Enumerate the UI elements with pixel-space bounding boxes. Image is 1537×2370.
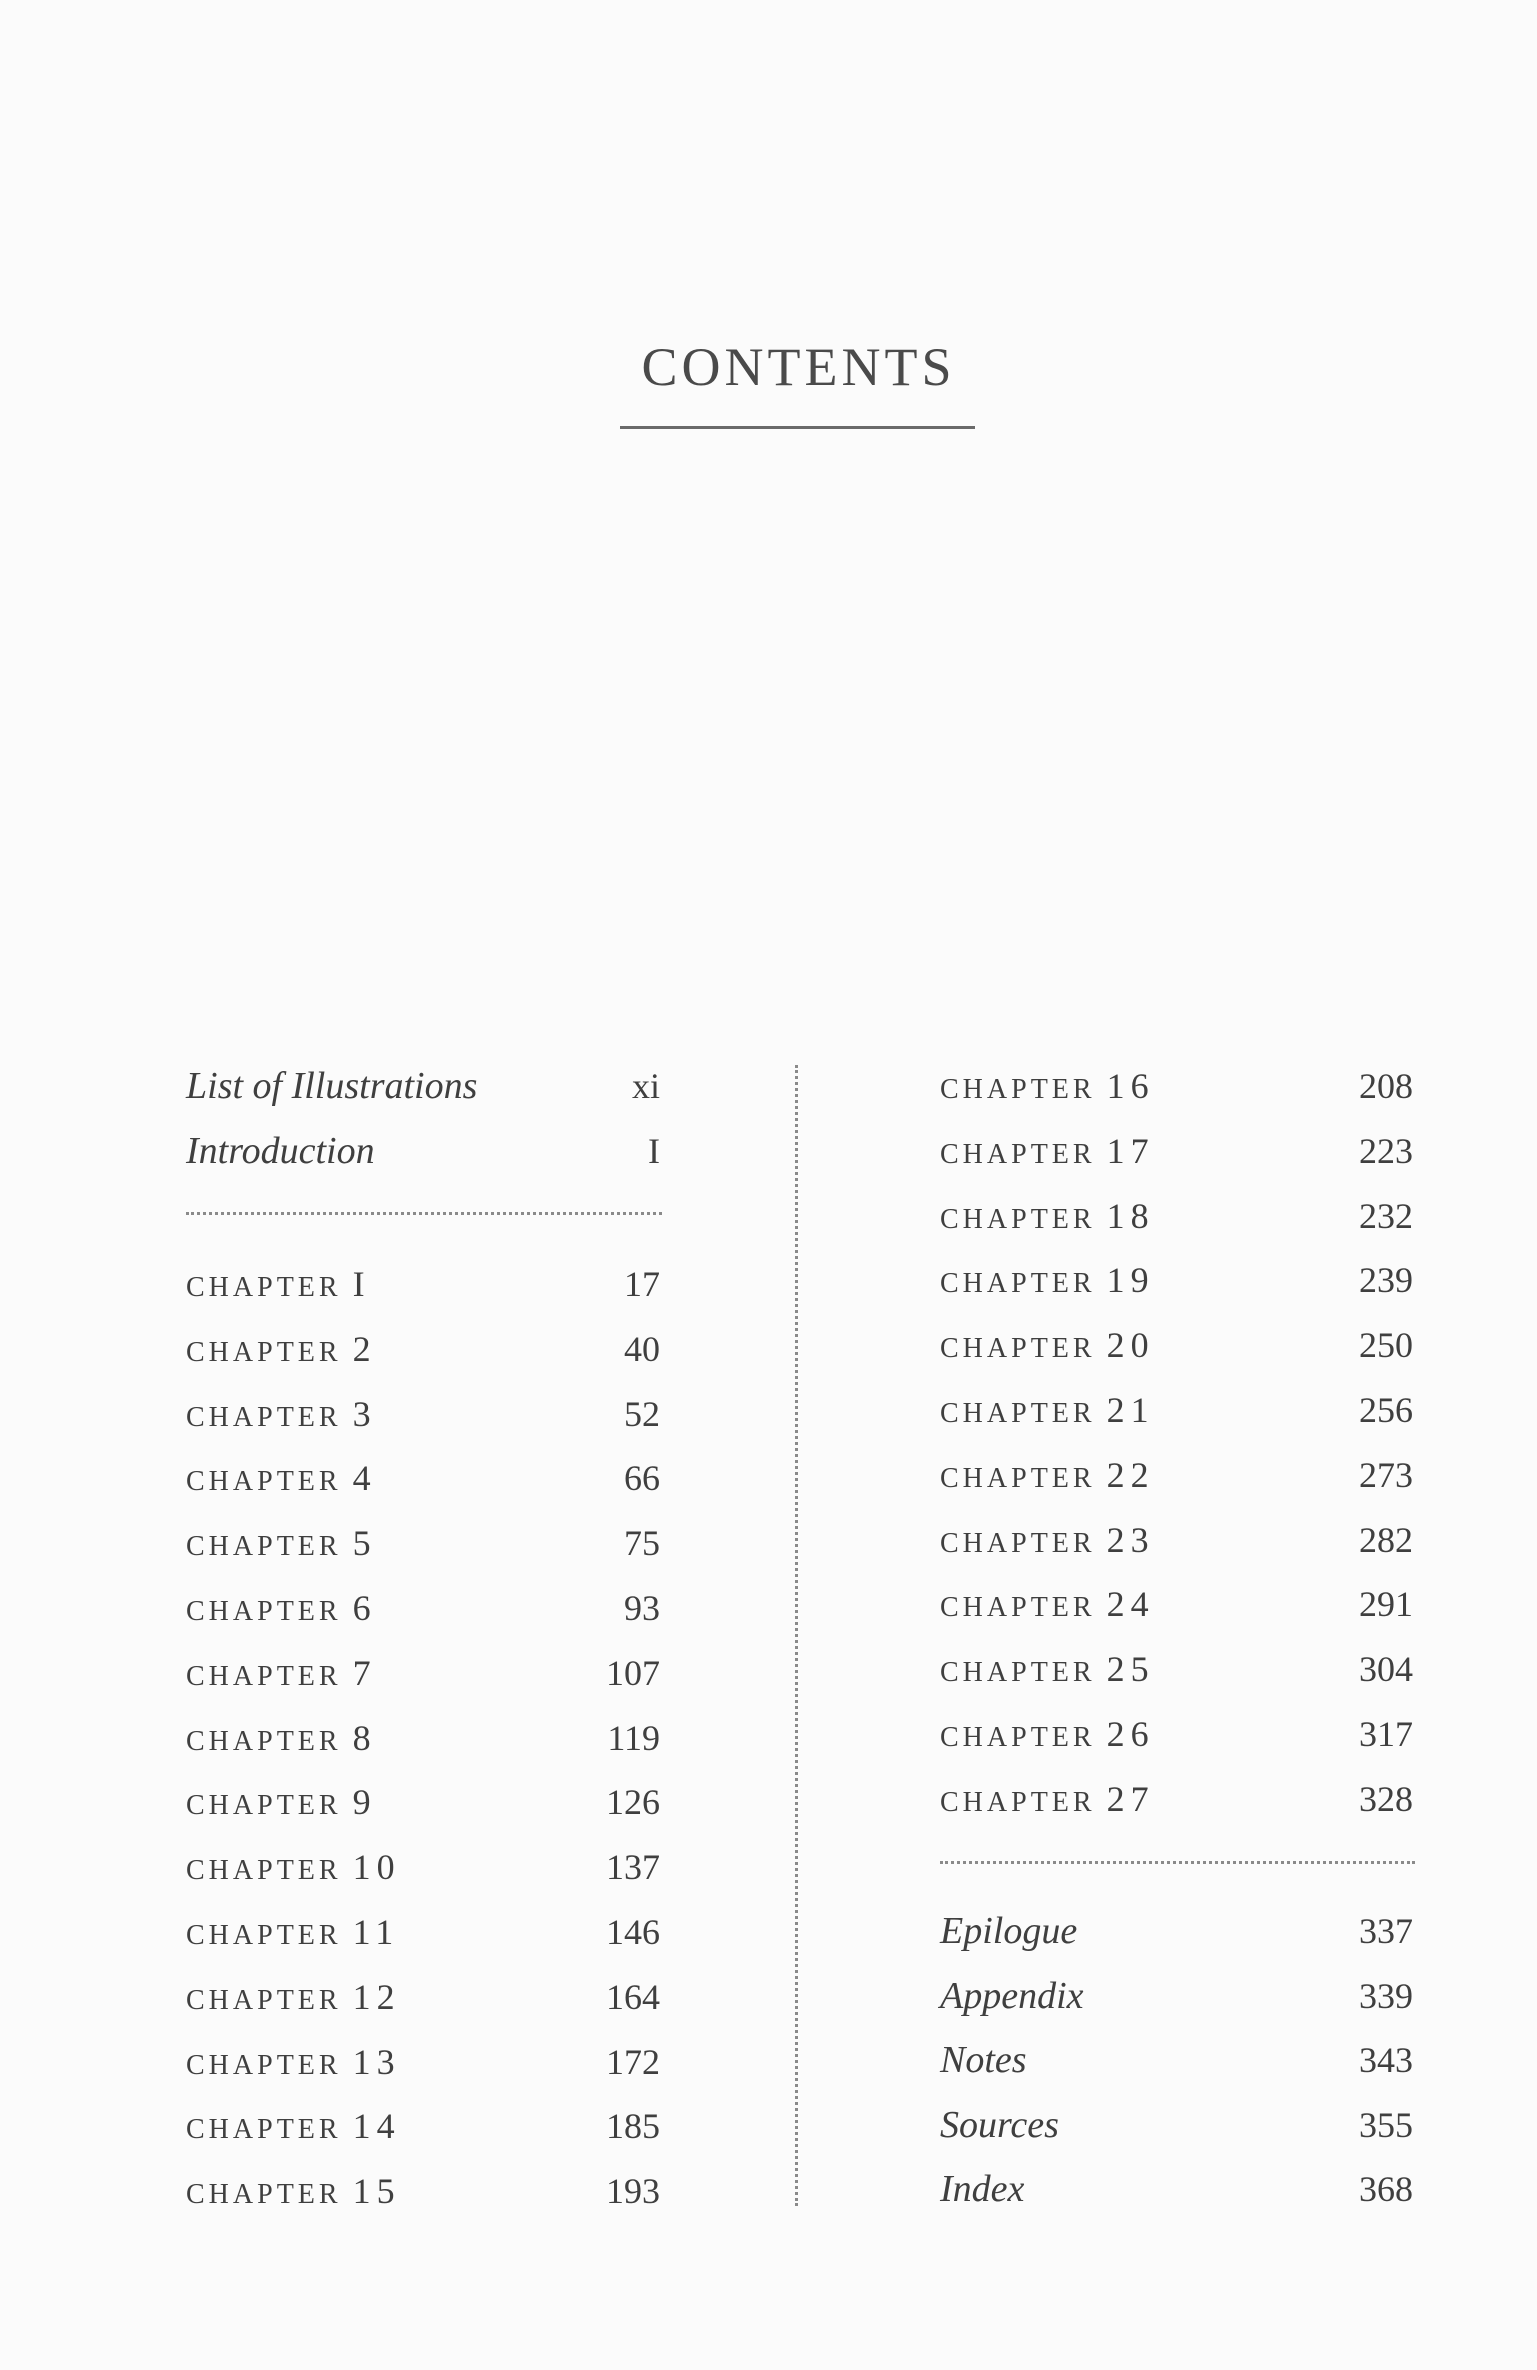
chapter-word: CHAPTER bbox=[940, 1657, 1096, 1689]
toc-entry[interactable] bbox=[940, 1777, 1413, 1821]
chapter-number: 14 bbox=[352, 2106, 401, 2147]
toc-entry-label bbox=[186, 2169, 401, 2217]
toc-entry-page: 137 bbox=[606, 1847, 660, 1888]
toc-entry[interactable] bbox=[186, 1586, 660, 1630]
chapter-number: 9 bbox=[352, 1782, 377, 1823]
chapter-number: 10 bbox=[352, 1847, 401, 1888]
toc-entry[interactable] bbox=[940, 1388, 1413, 1432]
toc-entry[interactable] bbox=[186, 2104, 660, 2148]
toc-entry-label bbox=[186, 1845, 401, 1893]
toc-entry[interactable] bbox=[940, 1909, 1413, 1953]
chapter-word: CHAPTER bbox=[186, 1660, 342, 1692]
toc-entry-page: 317 bbox=[1359, 1714, 1413, 1754]
toc-entry-label bbox=[186, 1327, 377, 1375]
toc-entry-label bbox=[940, 1323, 1155, 1371]
toc-entry-label bbox=[186, 1780, 377, 1828]
chapter-number: 24 bbox=[1106, 1584, 1155, 1625]
toc-entry[interactable] bbox=[186, 1910, 660, 1954]
toc-entry[interactable] bbox=[940, 1712, 1413, 1756]
chapter-number: 4 bbox=[352, 1458, 377, 1499]
toc-entry-label bbox=[186, 1910, 399, 1958]
chapter-word: CHAPTER bbox=[186, 1336, 342, 1368]
toc-entry-label bbox=[940, 1388, 1155, 1436]
toc-entry-page: 223 bbox=[1359, 1130, 1413, 1171]
toc-entry[interactable] bbox=[940, 1647, 1413, 1691]
toc-entry-page: 66 bbox=[624, 1458, 660, 1499]
chapter-word: CHAPTER bbox=[940, 1398, 1096, 1429]
chapter-word: CHAPTER bbox=[186, 2114, 342, 2146]
toc-entry-label bbox=[186, 1521, 377, 1569]
toc-entry-page: I bbox=[648, 1131, 660, 1171]
toc-entry[interactable] bbox=[186, 1392, 660, 1436]
chapter-word: CHAPTER bbox=[186, 2049, 342, 2081]
toc-entry[interactable] bbox=[940, 1129, 1413, 1173]
toc-entry-label: Index bbox=[940, 2168, 1025, 2210]
toc-entry-label: Sources bbox=[940, 2103, 1059, 2146]
toc-entry-label bbox=[940, 1777, 1155, 1825]
toc-entry[interactable] bbox=[940, 1064, 1413, 1108]
toc-entry-page: 208 bbox=[1359, 1066, 1413, 1106]
toc-entry[interactable] bbox=[186, 1064, 660, 1108]
toc-entry[interactable] bbox=[186, 2040, 660, 2084]
chapter-word: CHAPTER bbox=[186, 1596, 342, 1627]
toc-entry-label bbox=[940, 1582, 1155, 1630]
toc-entry-label bbox=[940, 1129, 1155, 1177]
chapter-number: 20 bbox=[1106, 1325, 1155, 1366]
toc-entry[interactable] bbox=[186, 1521, 660, 1565]
chapter-number: 7 bbox=[352, 1652, 377, 1693]
toc-entry[interactable] bbox=[940, 1974, 1413, 2018]
chapter-word: CHAPTER bbox=[940, 1592, 1096, 1624]
toc-entry-label bbox=[186, 1975, 401, 2023]
chapter-word: CHAPTER bbox=[186, 1855, 342, 1887]
chapter-number: 23 bbox=[1106, 1519, 1155, 1560]
toc-entry[interactable] bbox=[940, 2038, 1413, 2082]
toc-entry-label bbox=[940, 1064, 1155, 1112]
toc-entry-page: 256 bbox=[1359, 1390, 1413, 1430]
toc-entry-page: 40 bbox=[624, 1328, 660, 1369]
chapter-word: CHAPTER bbox=[186, 1790, 342, 1822]
toc-entry-page: 232 bbox=[1359, 1195, 1413, 1236]
toc-entry-page: 126 bbox=[606, 1782, 660, 1823]
toc-entry-page: 17 bbox=[624, 1264, 660, 1304]
title-underline bbox=[620, 426, 975, 429]
toc-entry-page: 304 bbox=[1359, 1649, 1413, 1690]
chapter-word: CHAPTER bbox=[186, 1531, 342, 1563]
chapter-number: 12 bbox=[352, 1976, 401, 2017]
toc-entry[interactable] bbox=[940, 1258, 1413, 1302]
chapter-word: CHAPTER bbox=[186, 1725, 342, 1757]
toc-entry-label bbox=[186, 1651, 377, 1699]
toc-entry-label: Introduction bbox=[186, 1130, 375, 1172]
toc-entry-label: Notes bbox=[940, 2039, 1027, 2081]
toc-entry-label bbox=[186, 1586, 377, 1634]
toc-entry-page: 107 bbox=[606, 1652, 660, 1693]
toc-entry-label bbox=[186, 1456, 377, 1504]
toc-entry-page: 146 bbox=[606, 1912, 660, 1952]
chapter-word: CHAPTER bbox=[186, 1272, 342, 1303]
chapter-number: I bbox=[352, 1264, 371, 1304]
toc-entry[interactable] bbox=[940, 1453, 1413, 1497]
toc-entry-label bbox=[186, 1392, 377, 1440]
toc-entry-page: 282 bbox=[1359, 1519, 1413, 1560]
chapter-number: 22 bbox=[1106, 1454, 1155, 1495]
toc-entry-page: 119 bbox=[607, 1717, 660, 1758]
toc-entry[interactable] bbox=[186, 1716, 660, 1760]
toc-entry[interactable] bbox=[186, 1780, 660, 1824]
chapter-number: 15 bbox=[352, 2171, 401, 2212]
toc-entry-page: 93 bbox=[624, 1588, 660, 1628]
toc-entry-page: 164 bbox=[606, 1976, 660, 2017]
toc-entry[interactable] bbox=[940, 1323, 1413, 1367]
chapter-number: 17 bbox=[1106, 1130, 1155, 1171]
toc-entry-page: 339 bbox=[1359, 1975, 1413, 2016]
column-divider bbox=[795, 1065, 798, 2206]
toc-entry[interactable] bbox=[940, 1518, 1413, 1562]
toc-entry-label bbox=[940, 1712, 1155, 1760]
chapter-number: 21 bbox=[1106, 1390, 1155, 1430]
chapter-word: CHAPTER bbox=[940, 1268, 1096, 1300]
toc-entry-page: 368 bbox=[1359, 2169, 1413, 2209]
toc-entry[interactable] bbox=[186, 2169, 660, 2213]
chapter-number: 8 bbox=[352, 1717, 377, 1758]
chapter-number: 11 bbox=[352, 1912, 400, 1952]
chapter-word: CHAPTER bbox=[186, 1466, 342, 1498]
chapter-word: CHAPTER bbox=[940, 1333, 1096, 1365]
page-title: CONTENTS bbox=[641, 337, 956, 397]
toc-entry-page: 337 bbox=[1359, 1911, 1413, 1951]
chapter-word: CHAPTER bbox=[940, 1074, 1096, 1105]
toc-entry-page: 250 bbox=[1359, 1325, 1413, 1366]
chapter-number: 3 bbox=[352, 1393, 377, 1434]
chapter-word: CHAPTER bbox=[940, 1203, 1096, 1235]
toc-entry[interactable] bbox=[186, 1262, 660, 1306]
toc-entry-page: 75 bbox=[624, 1523, 660, 1564]
toc-entry-label: List of Illustrations bbox=[186, 1065, 478, 1107]
toc-entry-page: 343 bbox=[1359, 2040, 1413, 2080]
chapter-number: 13 bbox=[352, 2041, 401, 2082]
chapter-number: 25 bbox=[1106, 1649, 1155, 1690]
toc-entry-page: 52 bbox=[624, 1393, 660, 1434]
chapter-number: 5 bbox=[352, 1523, 377, 1564]
toc-entry-label bbox=[940, 1453, 1155, 1501]
toc-entry-page: 328 bbox=[1359, 1778, 1413, 1819]
toc-entry-label: Epilogue bbox=[940, 1910, 1078, 1952]
toc-entry-label: Appendix bbox=[940, 1974, 1084, 2017]
toc-entry[interactable] bbox=[940, 1194, 1413, 1238]
chapter-number: 27 bbox=[1106, 1778, 1155, 1819]
chapter-word: CHAPTER bbox=[186, 2179, 342, 2211]
toc-entry[interactable] bbox=[186, 1456, 660, 1500]
toc-entry-label bbox=[186, 1716, 377, 1764]
toc-entry[interactable] bbox=[186, 1651, 660, 1695]
toc-entry-page: 239 bbox=[1359, 1260, 1413, 1301]
left-dotted-separator bbox=[186, 1212, 662, 1215]
chapter-number: 16 bbox=[1106, 1066, 1155, 1106]
chapter-number: 6 bbox=[352, 1588, 377, 1628]
toc-entry-page: 172 bbox=[606, 2041, 660, 2082]
toc-entry[interactable] bbox=[186, 1129, 660, 1173]
toc-entry-page: 291 bbox=[1359, 1584, 1413, 1625]
toc-entry-page: 355 bbox=[1359, 2104, 1413, 2145]
toc-entry[interactable] bbox=[186, 1975, 660, 2019]
toc-entry-page: 273 bbox=[1359, 1454, 1413, 1495]
chapter-word: CHAPTER bbox=[940, 1462, 1096, 1494]
chapter-word: CHAPTER bbox=[186, 1984, 342, 2016]
chapter-number: 19 bbox=[1106, 1260, 1155, 1301]
toc-entry[interactable] bbox=[940, 2167, 1413, 2211]
chapter-word: CHAPTER bbox=[940, 1138, 1096, 1170]
chapter-number: 2 bbox=[352, 1328, 377, 1369]
toc-entry-page: 185 bbox=[606, 2106, 660, 2147]
toc-entry-label bbox=[186, 1262, 371, 1310]
toc-entry[interactable] bbox=[940, 1582, 1413, 1626]
chapter-number: 18 bbox=[1106, 1195, 1155, 1236]
toc-entry-label bbox=[940, 1518, 1155, 1566]
toc-entry[interactable] bbox=[186, 1327, 660, 1371]
toc-entry-label bbox=[186, 2104, 401, 2152]
toc-entry-label bbox=[940, 1194, 1155, 1242]
toc-entry-page: 193 bbox=[606, 2171, 660, 2212]
toc-entry-label bbox=[186, 2040, 401, 2088]
right-dotted-separator bbox=[940, 1861, 1415, 1864]
chapter-word: CHAPTER bbox=[940, 1722, 1096, 1753]
toc-entry-page: xi bbox=[631, 1066, 660, 1106]
toc-entry[interactable] bbox=[186, 1845, 660, 1889]
chapter-number: 26 bbox=[1106, 1714, 1155, 1754]
toc-entry-label bbox=[940, 1647, 1155, 1695]
chapter-word: CHAPTER bbox=[940, 1527, 1096, 1559]
toc-entry-label bbox=[940, 1258, 1155, 1306]
chapter-word: CHAPTER bbox=[940, 1786, 1096, 1818]
toc-entry[interactable] bbox=[940, 2103, 1413, 2147]
chapter-word: CHAPTER bbox=[186, 1401, 342, 1433]
chapter-word: CHAPTER bbox=[186, 1920, 342, 1951]
